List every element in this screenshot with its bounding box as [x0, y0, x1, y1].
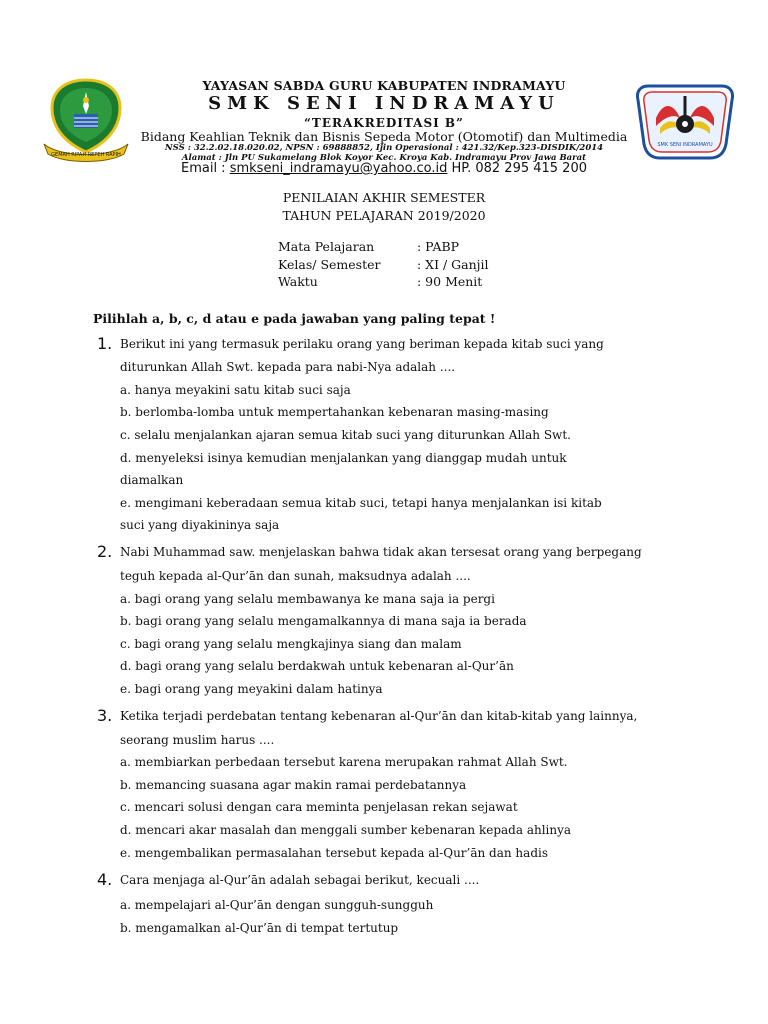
answer-option: diamalkan — [120, 473, 184, 487]
email-label: Email : — [180, 161, 230, 176]
accreditation: “TERAKREDITASI B” — [304, 116, 464, 130]
question-number: 2. — [97, 542, 113, 561]
answer-option: a. hanya meyakini satu kitab suci saja — [120, 383, 351, 397]
answer-option: d. mencari akar masalah dan menggali sumber kebenaran kepada ahlinya — [120, 823, 572, 837]
exam-title: PENILAIAN AKHIR SEMESTER — [282, 190, 486, 205]
fields-of-expertise: Bidang Keahlian Teknik dan Bisnis Sepeda Motor (Otomotif) dan Multimedia — [140, 129, 628, 144]
question-text: Berikut ini yang termasuk perilaku orang yang beriman kepada kitab suci yang — [120, 337, 604, 351]
answer-option: e. mengembalikan permasalahan tersebut kepada al-Qur’ān dan hadis — [120, 846, 548, 860]
email-link[interactable]: smkseni_indramayu@yahoo.co.id — [229, 161, 448, 176]
question-number: 1. — [97, 334, 113, 353]
meta-value-subject: : PABP — [417, 239, 460, 254]
answer-option: d. bagi orang yang selalu berdakwah untuk kebenaran al-Qur’ān — [120, 659, 514, 673]
answer-option: suci yang diyakininya saja — [120, 518, 280, 532]
question-number: 4. — [97, 870, 113, 889]
instruction: Pilihlah a, b, c, d atau e pada jawaban yang paling tepat ! — [93, 311, 496, 326]
answer-option: d. menyeleksi isinya kemudian menjalankan yang dianggap mudah untuk — [120, 451, 567, 465]
school-ids: NSS : 32.2.02.18.020.02, NPSN : 69888852, Ijin Operasional : 421.32/Kep.323-DISDIK/2014 — [164, 143, 604, 153]
phone: HP. 082 295 415 200 — [447, 161, 587, 176]
foundation-name: YAYASAN SABDA GURU KABUPATEN INDRAMAYU — [202, 78, 566, 93]
school-name: SMK SENI INDRAMAYU — [208, 93, 560, 114]
question-text: Ketika terjadi perdebatan tentang kebenaran al-Qur’ān dan kitab-kitab yang lainnya, — [120, 709, 638, 723]
answer-option: b. bagi orang yang selalu mengamalkannya di mana saja ia berada — [120, 614, 527, 628]
answer-option: c. bagi orang yang selalu mengkajinya siang dan malam — [120, 637, 462, 651]
right-logo-text: SMK SENI INDRAMAYU — [657, 142, 713, 148]
answer-option: a. membiarkan perbedaan tersebut karena merupakan rahmat Allah Swt. — [120, 755, 568, 769]
question-number: 3. — [97, 706, 113, 725]
answer-option: a. bagi orang yang selalu membawanya ke mana saja ia pergi — [120, 592, 495, 606]
answer-option: a. mempelajari al-Qur’ān dengan sungguh-sungguh — [120, 898, 434, 912]
meta-value-time: : 90 Menit — [417, 274, 483, 289]
left-logo-motto: GEMAH RIPAH REPEH RAPIH — [51, 152, 121, 158]
meta-label-time: Waktu — [278, 274, 318, 289]
school-address: Alamat : Jln PU Sukamelang Blok Koyor Kec. Kroya Kab. Indramayu Prov Jawa Barat — [181, 153, 587, 163]
question-text: diturunkan Allah Swt. kepada para nabi-Nya adalah .... — [120, 360, 456, 374]
answer-option: b. memancing suasana agar makin ramai perdebatannya — [120, 778, 467, 792]
exam-year: TAHUN PELAJARAN 2019/2020 — [282, 208, 486, 223]
meta-value-class: : XI / Ganjil — [417, 257, 489, 272]
question-text: teguh kepada al-Qur’ān dan sunah, maksudnya adalah .... — [120, 569, 471, 583]
meta-label-subject: Mata Pelajaran — [278, 239, 375, 254]
question-text: Nabi Muhammad saw. menjelaskan bahwa tidak akan tersesat orang yang berpegang — [120, 545, 642, 559]
answer-option: c. mencari solusi dengan cara meminta penjelasan rekan sejawat — [120, 800, 518, 814]
answer-option: e. bagi orang yang meyakini dalam hatinya — [120, 682, 383, 696]
question-text: seorang muslim harus .... — [120, 733, 275, 747]
question-text: Cara menjaga al-Qur’ān adalah sebagai berikut, kecuali .... — [120, 873, 480, 887]
answer-option: b. mengamalkan al-Qur’ān di tempat tertutup — [120, 921, 399, 935]
answer-option: e. mengimani keberadaan semua kitab suci, tetapi hanya menjalankan isi kitab — [120, 496, 602, 510]
answer-option: b. berlomba-lomba untuk mempertahankan kebenaran masing-masing — [120, 405, 549, 419]
answer-option: c. selalu menjalankan ajaran semua kitab suci yang diturunkan Allah Swt. — [120, 428, 571, 442]
contact-line — [0, 161, 768, 176]
meta-label-class: Kelas/ Semester — [278, 257, 381, 272]
